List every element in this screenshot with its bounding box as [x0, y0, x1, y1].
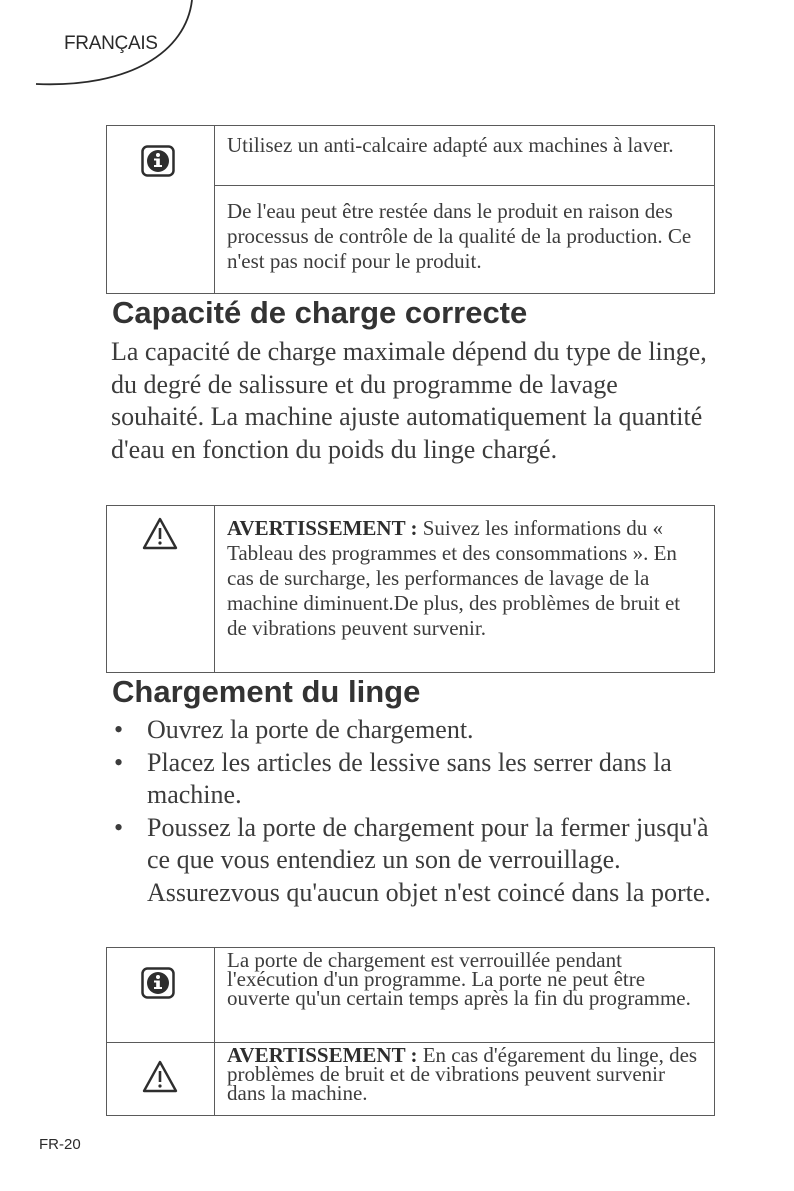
- warning-label: AVERTISSEMENT :: [227, 1043, 418, 1067]
- section-title-loading: Chargement du linge: [112, 674, 421, 709]
- loading-steps-list: [111, 714, 721, 909]
- bullet-icon: •: [114, 747, 124, 777]
- info-notice-text: De l'eau peut être restée dans le produit en raison des processus de contrôle de la qualité de la production. Ce n'est pas nocif pour le produit.: [215, 185, 714, 278]
- list-item: • Poussez la porte de chargement pour la fermer jusqu'à ce que vous entendiez un son de verrouillage. Assurezvous qu'aucun objet n'est coincé dans la porte.: [114, 812, 711, 907]
- door-warning-text: [215, 1043, 714, 1115]
- bullet-icon: •: [114, 715, 124, 744]
- info-icon: [141, 967, 175, 999]
- warning-notice-load: [106, 505, 715, 673]
- warning-icon: [141, 1059, 179, 1095]
- warning-label: AVERTISSEMENT :: [227, 516, 418, 540]
- info-notice-text: Utilisez un anti-calcaire adapté aux machines à laver.: [227, 133, 674, 157]
- warning-notice-text: [215, 506, 714, 645]
- door-notices-table: [106, 947, 715, 1116]
- bullet-icon: •: [114, 812, 124, 842]
- page-number: FR-20: [39, 1136, 81, 1153]
- language-label: FRANÇAIS: [64, 33, 158, 54]
- list-item: • Placez les articles de lessive sans les serrer dans la machine.: [114, 747, 672, 809]
- info-notice-top: [106, 125, 715, 294]
- warning-body: En cas d'égarement du linge, des problèmes de bruit et de vibrations peuvent survenir dans la machine.: [227, 1043, 698, 1105]
- door-info-text: La porte de chargement est verrouillée pendant l'exécution d'un programme. La porte ne peut être ouverte qu'un certain temps après la fin du programme.: [227, 948, 691, 1010]
- warning-icon: [141, 516, 179, 552]
- warning-body: Suivez les informations du « Tableau des programmes et des consommations ». En cas de surcharge, les performances de lavage de la machine diminuent.De plus, des problèmes de bruit et de vibrations peuvent survenir.: [227, 516, 681, 640]
- section-title-capacity: Capacité de charge correcte: [112, 295, 528, 330]
- list-item: • Ouvrez la porte de chargement.: [111, 714, 721, 747]
- info-icon: [141, 145, 175, 177]
- capacity-paragraph: La capacité de charge maximale dépend du type de linge, du degré de salissure et du programme de lavage souhaité. La machine ajuste automatiquement la quantité d'eau en fonction du poids du linge chargé.: [111, 337, 707, 464]
